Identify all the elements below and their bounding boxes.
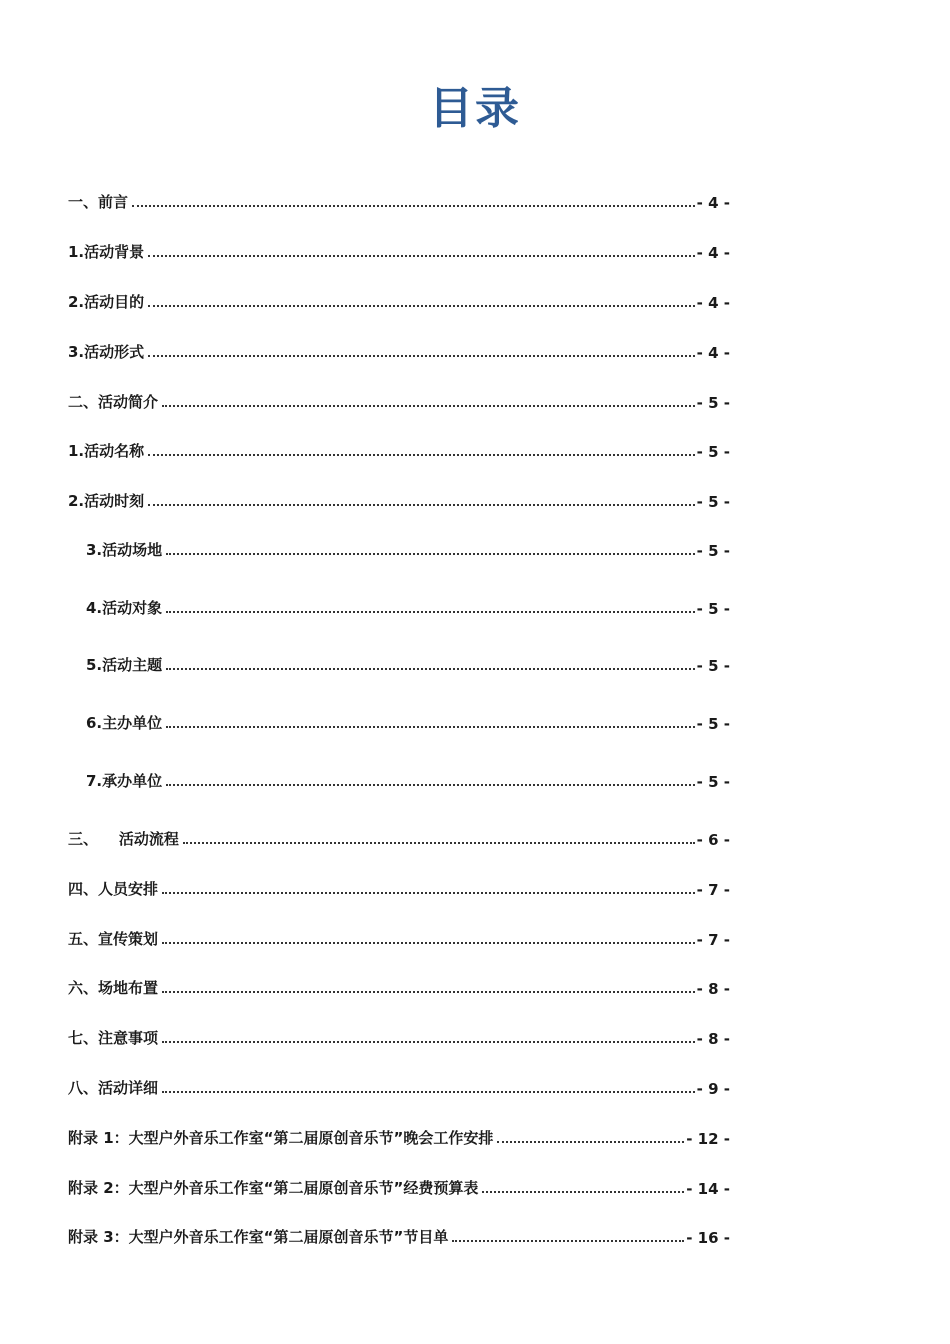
toc-entry-page: - 14 - — [686, 1180, 730, 1198]
toc-entry-label: 四、人员安排 — [68, 880, 159, 898]
toc-entry[interactable] — [68, 825, 730, 849]
toc-entry-label: 4.活动对象 — [86, 599, 163, 617]
toc-leader-dots — [162, 892, 695, 894]
toc-entry[interactable] — [68, 238, 730, 262]
toc-entry-label: 附录 2：大型户外音乐工作室“第二届原创音乐节”经费预算表 — [68, 1179, 479, 1197]
toc-entry[interactable] — [68, 487, 730, 511]
toc-leader-dots — [166, 726, 695, 728]
toc-entry-page: - 8 - — [696, 1030, 730, 1048]
toc-entry-label: 3.活动形式 — [68, 343, 145, 361]
toc-entry-label: 附录 3：大型户外音乐工作室“第二届原创音乐节”节目单 — [68, 1228, 449, 1246]
toc-leader-dots — [162, 1091, 695, 1093]
toc-entry-page: - 9 - — [696, 1080, 730, 1098]
toc-entry[interactable] — [86, 651, 730, 675]
toc-entry-label: 1.活动背景 — [68, 243, 145, 261]
toc-entry-page: - 12 - — [686, 1130, 730, 1148]
toc-leader-dots — [148, 255, 695, 257]
toc-entry-label: 七、注意事项 — [68, 1029, 159, 1047]
toc-entry-page: - 4 - — [696, 244, 730, 262]
toc-entry-page: - 5 - — [696, 600, 730, 618]
toc-entry-label: 二、活动简介 — [68, 393, 159, 411]
toc-entry-page: - 5 - — [696, 773, 730, 791]
toc-leader-dots — [162, 1041, 695, 1043]
toc-entry[interactable] — [68, 288, 730, 312]
toc-entry-label: 八、活动详细 — [68, 1079, 159, 1097]
toc-entry-page: - 8 - — [696, 980, 730, 998]
toc-entry-page: - 5 - — [696, 443, 730, 461]
toc-entry-label: 附录 1：大型户外音乐工作室“第二届原创音乐节”晚会工作安排 — [68, 1129, 494, 1147]
toc-entry-label: 五、宣传策划 — [68, 930, 159, 948]
toc-entry[interactable] — [68, 1124, 730, 1148]
toc-leader-dots — [166, 553, 695, 555]
toc-entry-page: - 5 - — [696, 715, 730, 733]
toc-leader-dots — [148, 504, 695, 506]
toc-leader-dots — [162, 942, 695, 944]
toc-leader-dots — [162, 405, 695, 407]
toc-title: 目录 — [429, 83, 521, 134]
toc-entry-page: - 4 - — [696, 194, 730, 212]
toc-leader-dots — [132, 205, 695, 207]
toc-entry[interactable] — [68, 188, 730, 212]
toc-entry[interactable] — [86, 594, 730, 618]
toc-entry-page: - 16 - — [686, 1229, 730, 1247]
toc-entry-page: - 4 - — [696, 294, 730, 312]
toc-entry-label: 6.主办单位 — [86, 714, 163, 732]
toc-entry[interactable] — [68, 1074, 730, 1098]
toc-entry[interactable] — [68, 925, 730, 949]
toc-entry-page: - 5 - — [696, 493, 730, 511]
toc-entry[interactable] — [68, 1223, 730, 1247]
toc-entry[interactable] — [68, 875, 730, 899]
toc-leader-dots — [452, 1240, 684, 1242]
toc-entry[interactable] — [68, 1174, 730, 1198]
toc-entry-page: - 5 - — [696, 657, 730, 675]
toc-entry-label: 3.活动场地 — [86, 541, 163, 559]
toc-entry-label: 7.承办单位 — [86, 772, 163, 790]
toc-entry[interactable] — [68, 974, 730, 998]
toc-leader-dots — [166, 784, 695, 786]
toc-entry-page: - 5 - — [696, 394, 730, 412]
toc-leader-dots — [497, 1141, 684, 1143]
toc-entry-label: 六、场地布置 — [68, 979, 159, 997]
toc-entry[interactable] — [68, 1024, 730, 1048]
toc-entry[interactable] — [68, 338, 730, 362]
toc-leader-dots — [148, 454, 695, 456]
toc-entry-label: 三、 活动流程 — [68, 830, 179, 848]
toc-entry-label: 一、前言 — [68, 193, 129, 211]
toc-entry-label: 1.活动名称 — [68, 442, 145, 460]
toc-entry[interactable] — [86, 767, 730, 791]
toc-entry[interactable] — [86, 536, 730, 560]
toc-entry-page: - 6 - — [696, 831, 730, 849]
toc-entry-label: 5.活动主题 — [86, 656, 163, 674]
toc-entry-page: - 5 - — [696, 542, 730, 560]
toc-leader-dots — [166, 611, 695, 613]
toc-leader-dots — [148, 305, 695, 307]
toc-entry[interactable] — [86, 709, 730, 733]
toc-entry-page: - 7 - — [696, 931, 730, 949]
toc-entry-page: - 7 - — [696, 881, 730, 899]
toc-leader-dots — [162, 991, 695, 993]
toc-entry-label: 2.活动目的 — [68, 293, 145, 311]
toc-leader-dots — [148, 355, 695, 357]
toc-entry-label: 2.活动时刻 — [68, 492, 145, 510]
toc-leader-dots — [166, 668, 695, 670]
toc-entry-page: - 4 - — [696, 344, 730, 362]
toc-leader-dots — [183, 842, 695, 844]
toc-entry[interactable] — [68, 437, 730, 461]
toc-leader-dots — [482, 1191, 684, 1193]
toc-entry[interactable] — [68, 388, 730, 412]
